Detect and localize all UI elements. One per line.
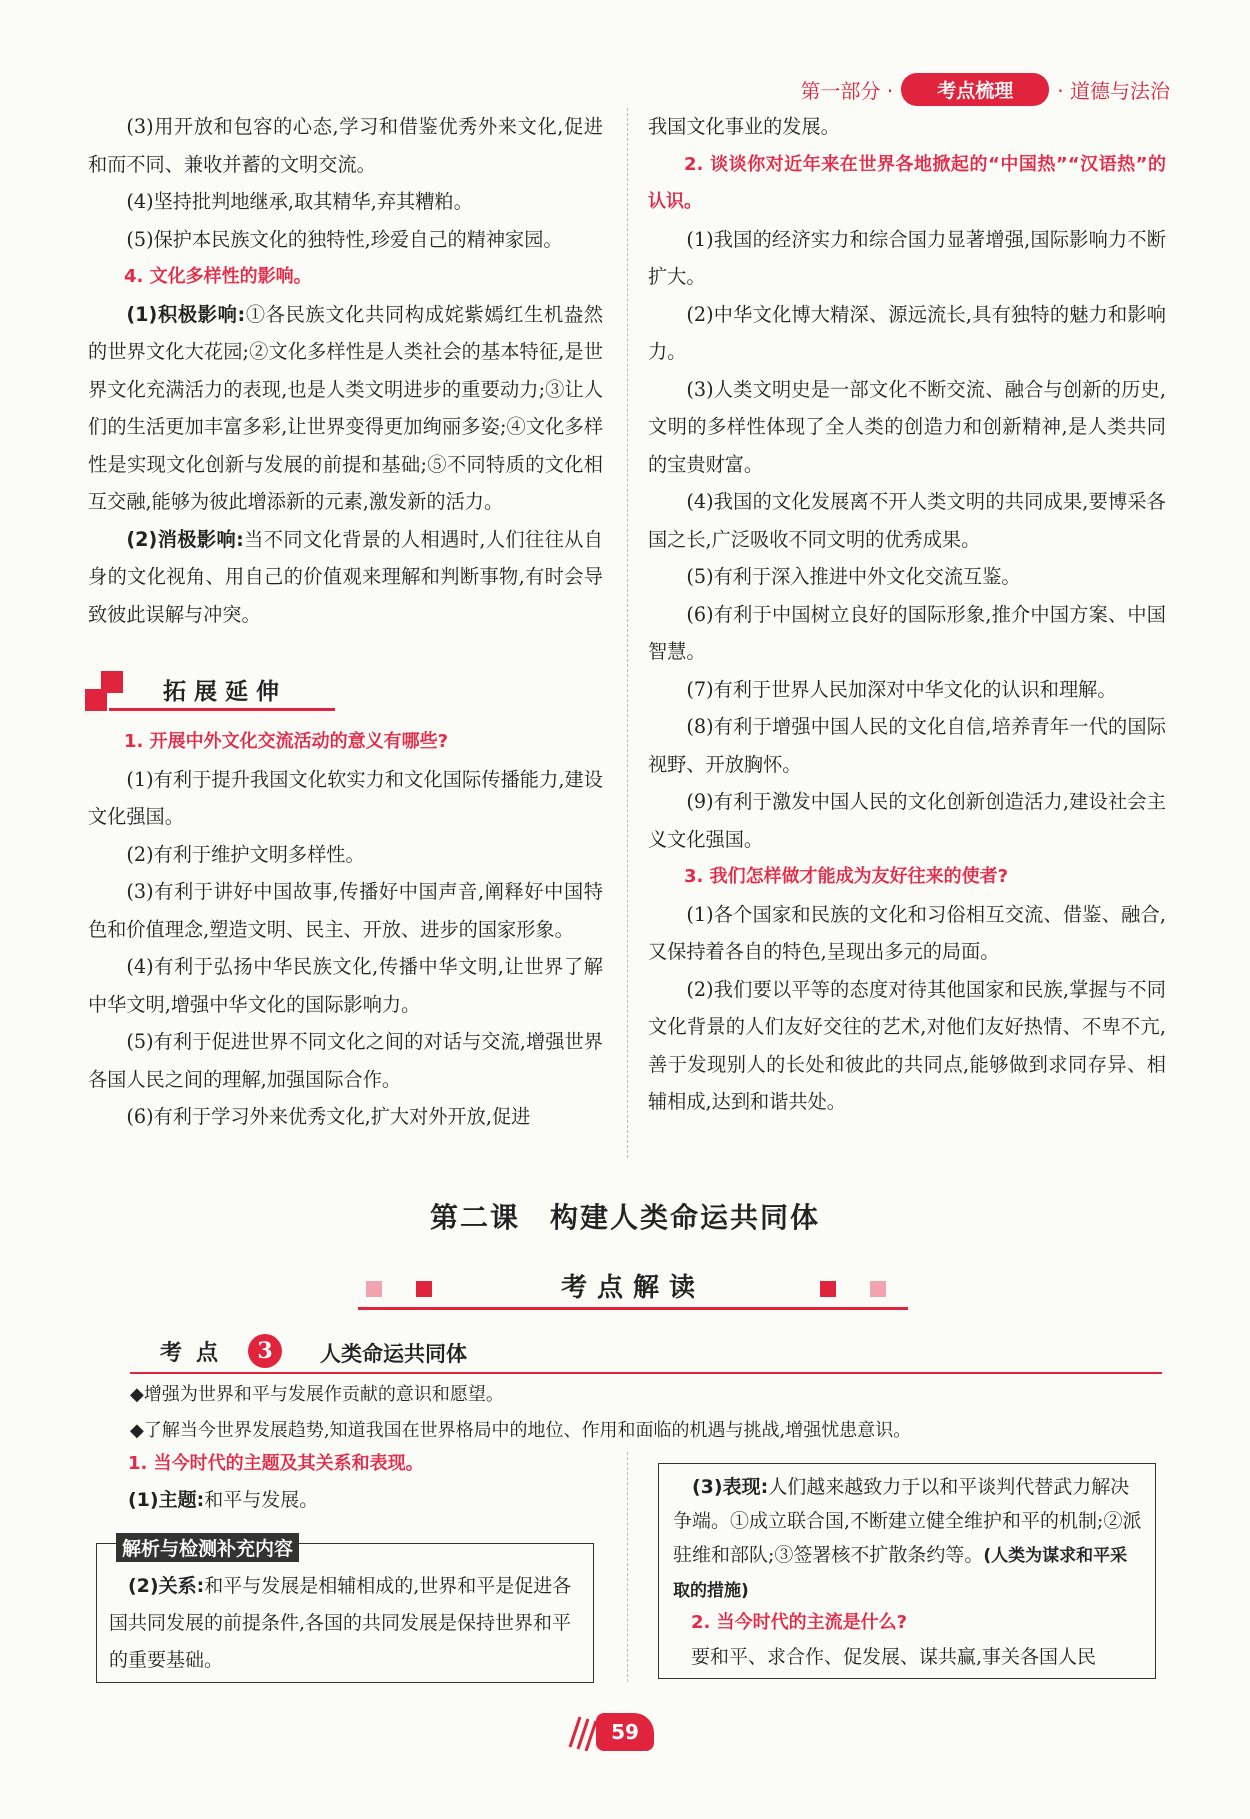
page-number-stripes-icon [566,1713,596,1751]
paragraph: (4)坚持批判地继承,取其精华,弃其糟粕。 [126,190,473,213]
question-heading: 1. 开展中外文化交流活动的意义有哪些? [124,731,449,752]
paragraph: (2)中华文化博大精深、源远流长,具有独特的魅力和影响力。 [648,302,1166,363]
section-underline [358,1307,908,1310]
bold-label: (1)积极影响: [126,302,246,326]
lower-left-text [128,1446,608,1518]
question-heading: 3. 我们怎样做才能成为友好往来的使者? [684,866,1009,887]
question-heading: 4. 文化多样性的影响。 [124,266,312,287]
section-banner [85,671,335,711]
objective-bullet: ◆了解当今世界发展趋势,知道我国在世界格局中的地位、作用和面临的机遇与挑战,增强忧患意识。 [130,1420,912,1441]
question-heading: 2. 当今时代的主流是什么? [691,1612,908,1633]
decor-square-icon [820,1281,836,1297]
question-heading: 2. 谈谈你对近年来在世界各地掀起的“中国热”“汉语热”的认识。 [648,153,1166,212]
paragraph [88,296,603,521]
box-label: 解析与检测补充内容 [116,1533,299,1562]
paragraph-text: 和平与发展。 [204,1489,319,1511]
bold-label: (2)消极影响: [126,527,244,551]
banner-title: 拓展延伸 [163,679,287,705]
paragraph-text: 当不同文化背景的人相遇时,人们往往从自身的文化视角、用自己的价值观来理解和判断事物,有时会导致彼此误解与冲突。 [88,527,603,626]
bold-label: (3)表现: [692,1476,769,1498]
section-heading [358,1265,908,1310]
paragraph [673,1470,1143,1608]
paragraph: (4)我国的文化发展离不开人类文明的共同成果,要博采各国之长,广泛吸收不同文明的优秀成果。 [648,490,1166,551]
paragraph: (1)有利于提升我国文化软实力和文化国际传播能力,建设文化强国。 [88,767,603,828]
paragraph: (6)有利于中国树立良好的国际形象,推介中国方案、中国智慧。 [648,602,1166,663]
lesson-title: 第二课 构建人类命运共同体 [429,1201,820,1234]
header-part: 第一部分 · [800,79,894,103]
paragraph: 要和平、求合作、促发展、谋共赢,事关各国人民 [691,1646,1097,1668]
paragraph-text: ①各民族文化共同构成姹紫嫣红生机盎然的世界文化大花园;②文化多样性是人类社会的基本特征,是世界文化充满活力的表现,也是人类文明进步的重要动力;③让人们的生活更加丰富多彩,让世界变得更加绚丽多姿;④文化多样性是实现文化创新与发展的前提和基础;⑤不同特质的文化相互交融,能够为彼此增添新的元素,激发新的活力。 [88,302,604,513]
left-column-top [88,108,603,633]
paragraph: (2)有利于维护文明多样性。 [126,842,365,866]
paragraph: (1)我国的经济实力和综合国力显著增强,国际影响力不断扩大。 [648,227,1166,288]
paragraph: (3)有利于讲好中国故事,传播好中国声音,阐释好中国特色和价值理念,塑造文明、民主、开放、进步的国家形象。 [88,880,603,941]
kaodian-title: 人类命运共同体 [320,1342,467,1366]
objective-bullet: ◆增强为世界和平与发展作贡献的意识和愿望。 [130,1384,504,1405]
section-title: 考点解读 [560,1273,705,1303]
paragraph: (3)人类文明史是一部文化不断交流、融合与创新的历史,文明的多样性体现了全人类的创造力和创新精神,是人类共同的宝贵财富。 [648,377,1166,476]
banner-underline [109,708,335,711]
paragraph: (5)保护本民族文化的独特性,珍爱自己的精神家园。 [126,227,563,251]
header-tag: 考点梳理 [901,73,1049,106]
column-divider [627,1452,628,1682]
paragraph: (6)有利于学习外来优秀文化,扩大对外开放,促进 [126,1105,531,1128]
column-divider [627,108,628,1158]
decor-square-icon [870,1281,886,1297]
kaodian-label: 考点 [160,1341,233,1366]
header-subject: · 道德与法治 [1057,79,1170,103]
paragraph: 我国文化事业的发展。 [648,115,840,138]
paragraph: (5)有利于深入推进中外文化交流互鉴。 [686,565,1021,588]
kaodian-underline [130,1372,1162,1374]
left-column-bottom [88,723,603,1136]
bold-label: (1)主题: [128,1489,205,1511]
note: (人类为谋求和平采取的措施) [673,1546,1128,1601]
paragraph: (2)我们要以平等的态度对待其他国家和民族,掌握与不同文化背景的人们友好交往的艺术,对他们友好热情、不卑不亢,善于发现别人的长处和彼此的共同点,能够做到求同存异、相辅相成,达到和谐共处。 [648,977,1166,1113]
paragraph [128,1482,608,1518]
paragraph-text: 和平与发展是相辅相成的,世界和平是促进各国共同发展的前提条件,各国的共同发展是保持世界和平的重要基础。 [109,1575,572,1671]
paragraph: (3)用开放和包容的心态,学习和借鉴优秀外来文化,促进和而不同、兼收并蓄的文明交流。 [88,115,603,176]
banner-square-icon [101,671,123,693]
page-number: 59 [596,1713,654,1751]
paragraph [109,1568,584,1679]
kaodian-heading [130,1334,1162,1374]
paragraph: (1)各个国家和民族的文化和习俗相互交流、借鉴、融合,又保持着各自的特色,呈现出多元的局面。 [648,902,1166,963]
paragraph: (8)有利于增强中国人民的文化自信,培养青年一代的国际视野、开放胸怀。 [648,715,1166,776]
paragraph-text: 人们越来越致力于以和平谈判代替武力解决争端。①成立联合国,不断建立健全维护和平的机制;②派驻维和部队;③签署核不扩散条约等。 [673,1476,1142,1566]
paragraph: (5)有利于促进世界不同文化之间的对话与交流,增强世界各国人民之间的理解,加强国际合作。 [88,1030,603,1091]
paragraph: (7)有利于世界人民加深对中华文化的认识和理解。 [686,677,1117,701]
supplement-box-right [658,1463,1156,1679]
paragraph [88,521,603,634]
paragraph: (4)有利于弘扬中华民族文化,传播中华文明,让世界了解中华文明,增强中华文化的国际影响力。 [88,955,603,1016]
page-header [801,73,1170,106]
bold-label: (2)关系: [128,1575,205,1597]
question-heading: 1. 当今时代的主题及其关系和表现。 [128,1453,424,1474]
kaodian-number: 3 [248,1334,282,1368]
supplement-box [96,1543,594,1683]
right-column [648,108,1166,1121]
paragraph: (9)有利于激发中国人民的文化创新创造活力,建设社会主义文化强国。 [648,790,1166,851]
